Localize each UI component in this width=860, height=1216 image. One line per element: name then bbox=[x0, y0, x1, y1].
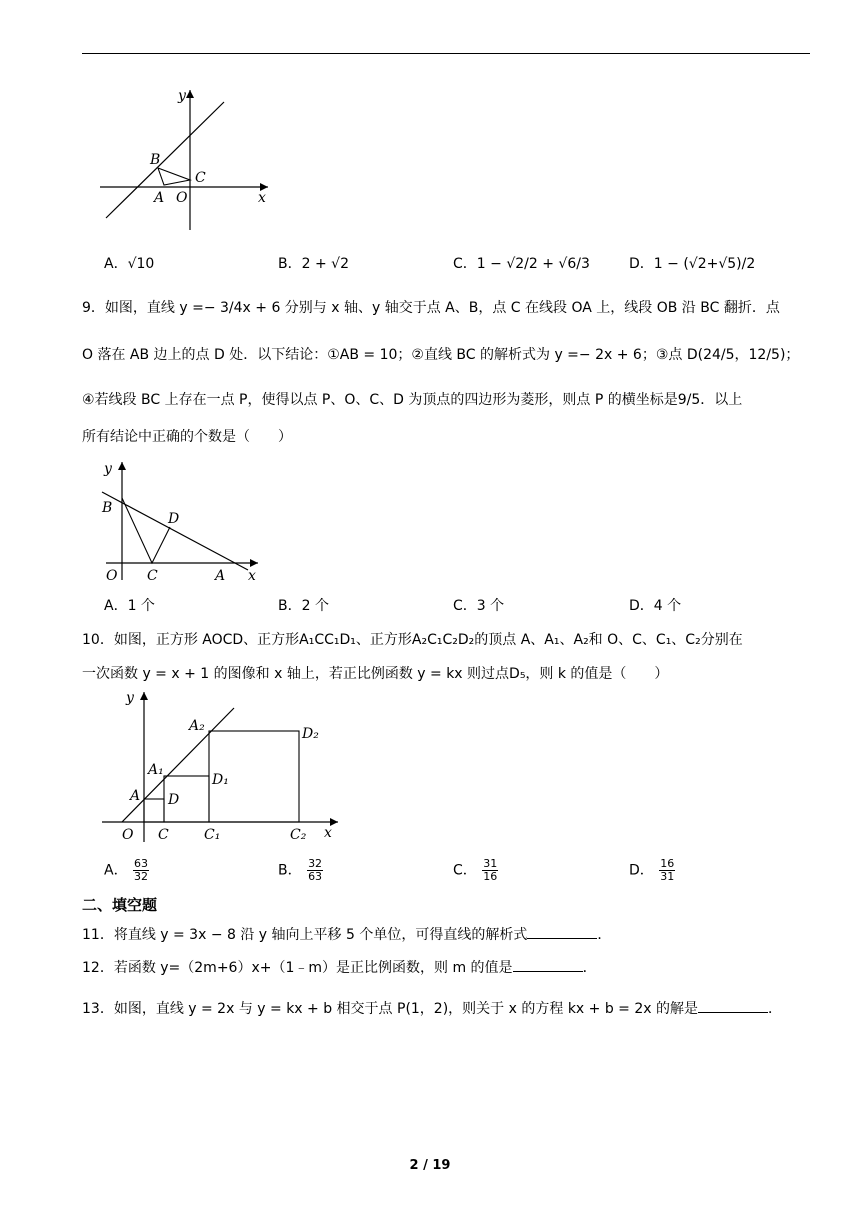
q10-option-d-frac: $\frac{16}{31}$ bbox=[660, 857, 675, 883]
fig8-label-y: y bbox=[178, 88, 186, 104]
q9-line3: ④若线段 BC 上存在一点 P，使得以点 P、O、C、D 为顶点的四边形为菱形，则点 P 的横坐标是9/5．以上 bbox=[82, 392, 743, 408]
fig10-label-a: A bbox=[130, 788, 141, 804]
fig9-label-x: x bbox=[248, 568, 256, 584]
fig9-label-y: y bbox=[104, 461, 112, 477]
q9-figure bbox=[96, 456, 266, 586]
fig10-label-d: D bbox=[168, 792, 180, 808]
q9-option-a: A．1 个 bbox=[104, 598, 155, 614]
fig8-label-c: C bbox=[195, 170, 206, 186]
q9-option-b: B．2 个 bbox=[278, 598, 329, 614]
q8-option-d: D．1 − (√2+√5)/2 bbox=[629, 256, 756, 272]
q10-option-c: C． $\frac{31}{16}$ bbox=[453, 857, 498, 883]
fig10-label-a2: A₂ bbox=[189, 718, 205, 734]
q8-option-b-text: 2 + √2 bbox=[301, 256, 349, 272]
fig8-label-b: B bbox=[150, 152, 161, 168]
fig10-label-y: y bbox=[126, 690, 134, 706]
q8-option-c: C．1 − √2/2 + √6/3 bbox=[453, 256, 590, 272]
q9-line1: 9．如图，直线 y =− 3/4x + 6 分别与 x 轴、y 轴交于点 A、B，点 C 在线段 OA 上，线段 OB 沿 BC 翻折．点 bbox=[82, 300, 780, 316]
q8-figure bbox=[100, 84, 280, 234]
fig10-label-c1: C₁ bbox=[204, 827, 221, 843]
q10-option-d: D． $\frac{16}{31}$ bbox=[629, 857, 675, 883]
q11-answer-blank[interactable] bbox=[527, 924, 597, 939]
q8-option-a: A．√10 bbox=[104, 256, 155, 272]
q10-option-c-frac: $\frac{31}{16}$ bbox=[483, 857, 498, 883]
q10-figure bbox=[96, 686, 346, 846]
fig9-label-d: D bbox=[168, 511, 180, 527]
fig9-label-o: O bbox=[106, 568, 118, 584]
fig8-label-x: x bbox=[258, 190, 266, 206]
fig10-label-d2: D₂ bbox=[302, 726, 319, 742]
fig8-label-a: A bbox=[154, 190, 165, 206]
section-fill-in-blank-heading: 二、填空题 bbox=[82, 896, 158, 914]
q13-text: 13．如图，直线 y = 2x 与 y = kx + b 相交于点 P(1，2)，则关于 x 的方程 kx + b = 2x 的解是 ． bbox=[82, 998, 782, 1019]
q8-option-b: B．2 + √2 bbox=[278, 256, 349, 272]
q10-line2: 一次函数 y = x + 1 的图像和 x 轴上，若正比例函数 y = kx 则过点D₅，则 k 的值是（ ） bbox=[82, 666, 669, 682]
q11-text: 11．将直线 y = 3x − 8 沿 y 轴向上平移 5 个单位，可得直线的解析式 ． bbox=[82, 924, 611, 945]
q10-option-a: A． $\frac{63}{32}$ bbox=[104, 857, 149, 883]
fig10-label-c: C bbox=[158, 827, 169, 843]
q13-answer-blank[interactable] bbox=[698, 998, 768, 1013]
header-rule bbox=[82, 53, 810, 54]
q8-option-c-text: 1 − √2/2 + √6/3 bbox=[476, 256, 590, 272]
q9-option-d: D．4 个 bbox=[629, 598, 682, 614]
q8-option-d-text: 1 − (√2+√5)/2 bbox=[653, 256, 756, 272]
fig9-label-a: A bbox=[215, 568, 226, 584]
q10-option-b: B． $\frac{32}{63}$ bbox=[278, 857, 323, 883]
fig10-label-x: x bbox=[324, 825, 332, 841]
fig10-label-c2: C₂ bbox=[290, 827, 307, 843]
q10-option-b-frac: $\frac{32}{63}$ bbox=[308, 857, 323, 883]
q8-option-a-text: √10 bbox=[127, 256, 155, 272]
fig10-label-a1: A₁ bbox=[148, 762, 164, 778]
q9-line4: 所有结论中正确的个数是（ ） bbox=[82, 429, 292, 445]
fig8-label-o: O bbox=[176, 190, 188, 206]
fig9-label-c: C bbox=[147, 568, 158, 584]
q12-text: 12．若函数 y=（2m+6）x+（1﹣m）是正比例函数，则 m 的值是 ． bbox=[82, 957, 597, 978]
q10-option-a-frac: $\frac{63}{32}$ bbox=[134, 857, 149, 883]
page-number: 2 / 19 bbox=[409, 1158, 451, 1173]
q10-line1: 10．如图，正方形 AOCD、正方形A₁CC₁D₁、正方形A₂C₁C₂D₂的顶点 A、A₁、A₂和 O、C、C₁、C₂分别在 bbox=[82, 632, 743, 648]
q12-answer-blank[interactable] bbox=[513, 957, 583, 972]
fig10-label-o: O bbox=[122, 827, 134, 843]
fig10-label-d1: D₁ bbox=[212, 772, 229, 788]
q9-option-c: C．3 个 bbox=[453, 598, 505, 614]
q9-line2: O 落在 AB 边上的点 D 处．以下结论：①AB = 10；②直线 BC 的解析式为 y =− 2x + 6；③点 D(24/5，12/5)； bbox=[82, 347, 800, 363]
fig9-label-b: B bbox=[102, 500, 113, 516]
